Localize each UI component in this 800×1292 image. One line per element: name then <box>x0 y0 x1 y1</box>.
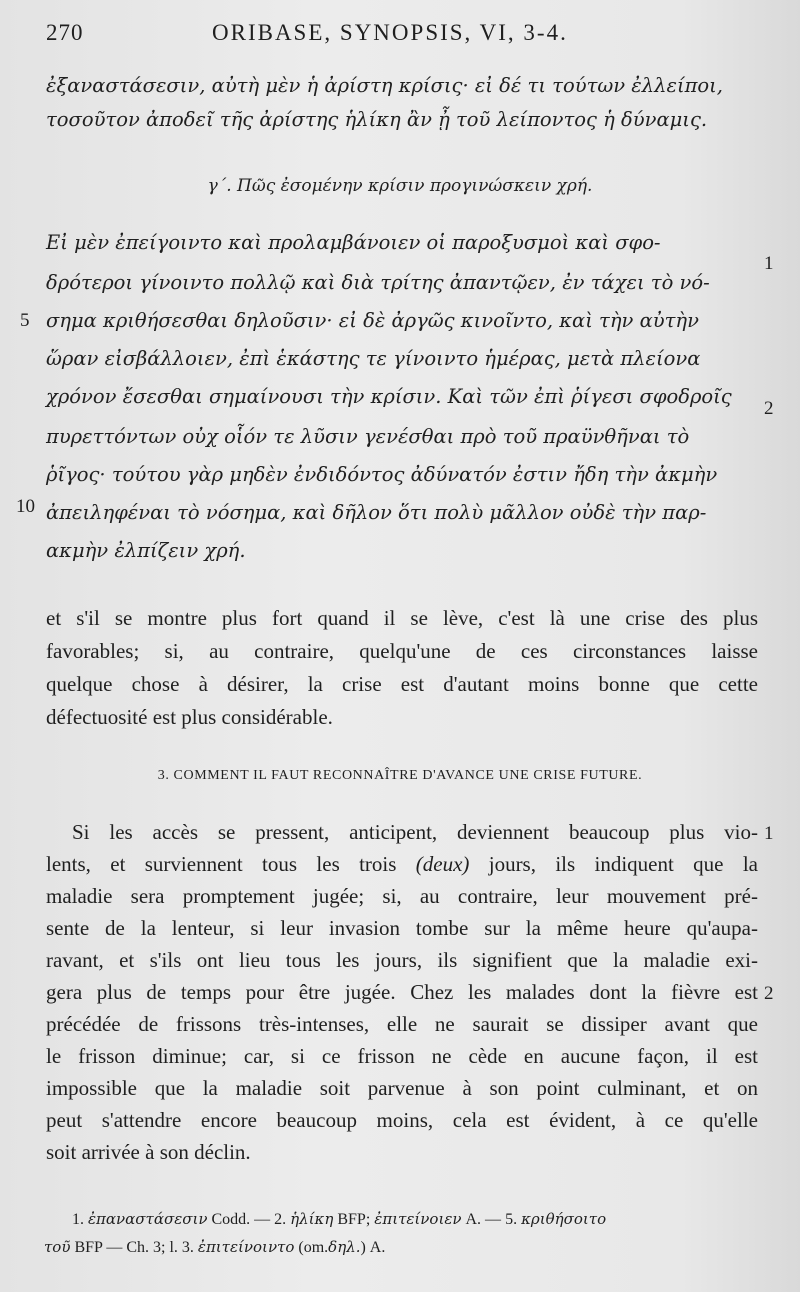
footnote-number: 1. <box>72 1211 84 1228</box>
french-line: défectuosité est plus considérable. <box>46 705 333 729</box>
footnote-greek: δηλ. <box>328 1238 361 1256</box>
french-line: maladie sera promptement jugée; si, au contraire, leur mouvement pré- <box>46 884 758 908</box>
french-emphasis: (deux) <box>415 852 470 876</box>
french-section-title: 3. COMMENT IL FAUT RECONNAÎTRE D'AVANCE UNE CRISE FUTURE. <box>157 768 643 783</box>
running-title: ORIBASE, SYNOPSIS, VI, 3-4. <box>212 20 568 45</box>
footnote-text: ) A. <box>360 1239 386 1256</box>
footnote-text: Codd. — <box>211 1211 271 1228</box>
greek-line: σημα κριθήσεσθαι δηλοῦσιν· εἰ δὲ ἀργῶς κινοῖντο, καὶ τὴν αὐτὴν <box>46 309 699 332</box>
french-line-part: lents, et surviennent tous les trois <box>46 852 416 876</box>
margin-reference: 1 <box>764 253 774 274</box>
french-line: quelque chose à désirer, la crise est d'autant moins bonne que cette <box>46 672 758 696</box>
french-line: gera plus de temps pour être jugée. Chez les malades dont la fièvre est <box>46 980 758 1004</box>
french-line: impossible que la maladie soit parvenue à son point culminant, et on <box>46 1076 758 1100</box>
french-line: peut s'attendre encore beaucoup moins, cela est évident, à ce qu'elle <box>46 1108 758 1132</box>
greek-line: ὥραν εἰσβάλλοιεν, ἐπὶ ἑκάστης τε γίνοιντο ἡμέρας, μετὰ πλείονα <box>46 347 701 370</box>
margin-reference: 2 <box>764 398 774 419</box>
french-line: et s'il se montre plus fort quand il se lève, c'est là une crise des plus <box>46 606 758 630</box>
footnote-greek: ἡλίκη <box>290 1210 334 1228</box>
margin-reference: 1 <box>764 823 774 844</box>
french-line <box>46 852 758 880</box>
footnote-text: BFP — Ch. 3; l. 3. <box>74 1239 194 1256</box>
greek-line: ἐξαναστάσεσιν, αὐτὴ μὲν ἡ ἀρίστη κρίσις· εἰ δέ τι τούτων ἐλλείποι, <box>46 74 723 97</box>
footnote-greek: ἐπιτείνοιεν <box>374 1210 462 1228</box>
french-line: le frisson diminue; car, si ce frisson ne cède en aucune façon, il est <box>46 1044 758 1068</box>
footnote-greek: τοῦ <box>44 1238 71 1256</box>
french-line: ravant, et s'ils ont lieu tous les jours, ils signifient que la maladie exi- <box>46 948 758 972</box>
greek-line: Εἰ μὲν ἐπείγοιντο καὶ προλαμβάνοιεν οἱ παροξυσμοὶ καὶ σφο- <box>46 231 661 254</box>
page-number: 270 <box>46 20 84 45</box>
margin-reference: 2 <box>764 983 774 1004</box>
greek-line: ῥῖγος· τούτου γὰρ μηδὲν ἐνδιδόντος ἀδύνατόν ἐστιν ἤδη τὴν ἀκμὴν <box>46 463 718 486</box>
greek-line: δρότεροι γίνοιντο πολλῷ καὶ διὰ τρίτης ἀπαντῷεν, ἐν τάχει τὸ νό- <box>46 271 710 294</box>
footnote-text: A. — <box>465 1211 502 1228</box>
french-line: soit arrivée à son déclin. <box>46 1140 251 1164</box>
footnote-greek: ἐπαναστάσεσιν <box>88 1210 208 1228</box>
greek-line: τοσοῦτον ἀποδεῖ τῆς ἀρίστης ἡλίκη ἂν ᾖ τοῦ λείποντος ἡ δύναμις. <box>46 108 708 131</box>
footnote-line <box>72 1210 606 1229</box>
line-number: 5 <box>20 310 30 331</box>
footnote-text: BFP; <box>337 1211 371 1228</box>
french-line: Si les accès se pressent, anticipent, deviennent beaucoup plus vio- <box>72 820 758 844</box>
greek-line: χρόνον ἔσεσθαι σημαίνουσι τὴν κρίσιν. Καὶ τῶν ἐπὶ ῥίγεσι σφοδροῖς <box>46 385 732 408</box>
greek-line: πυρεττόντων οὐχ οἷόν τε λῦσιν γενέσθαι πρὸ τοῦ πραϋνθῆναι τὸ <box>46 425 690 448</box>
footnote-greek: κριθήσοιτο <box>521 1210 607 1228</box>
french-line: favorables; si, au contraire, quelqu'une de ces circonstances laisse <box>46 639 758 663</box>
footnote-line <box>44 1238 385 1257</box>
greek-line: ἀπειληφέναι τὸ νόσημα, καὶ δῆλον ὅτι πολὺ μᾶλλον οὐδὲ τὴν παρ- <box>46 501 707 524</box>
french-line-part: jours, ils indiquent que la <box>469 852 758 876</box>
french-line: précédée de frissons très-intenses, elle ne saurait se dissiper avant que <box>46 1012 758 1036</box>
footnote-greek: ἐπιτείνοιντο <box>197 1238 295 1256</box>
footnote-number: 2. <box>274 1211 287 1228</box>
footnote-text: (om. <box>298 1239 329 1256</box>
greek-line: ακμὴν ἐλπίζειν χρή. <box>46 539 246 562</box>
footnote-number: 5. <box>505 1211 518 1228</box>
page-header <box>46 20 760 54</box>
greek-section-title: γ΄. Πῶς ἐσομένην κρίσιν προγινώσκειν χρή. <box>207 176 593 196</box>
french-line: sente de la lenteur, si leur invasion tombe sur la même heure qu'aupa- <box>46 916 758 940</box>
line-number: 10 <box>16 496 35 517</box>
